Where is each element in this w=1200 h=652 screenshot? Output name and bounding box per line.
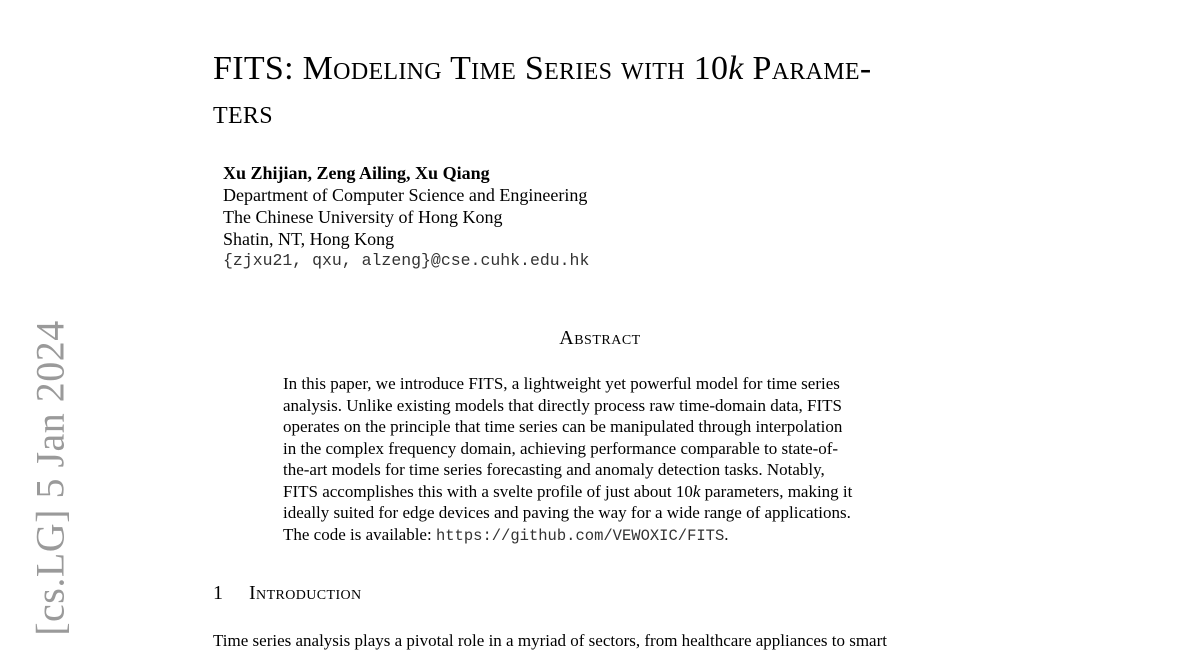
- code-url-link[interactable]: https://github.com/VEWOXIC/FITS: [435, 526, 725, 545]
- author-location: Shatin, NT, Hong Kong: [223, 229, 395, 249]
- abstract-line: ideally suited for edge devices and paving the way for a wide range of applications.: [283, 503, 851, 522]
- abstract-math-variable: k: [692, 481, 701, 501]
- abstract-heading: Abstract: [559, 327, 641, 349]
- author-names: Xu Zhijian, Zeng Ailing, Xu Qiang: [223, 163, 490, 183]
- title-text-before-math: FITS: Modeling Time Series with: [213, 50, 694, 87]
- title-math-variable: k: [728, 50, 744, 87]
- arxiv-side-stamp: [cs.LG] 5 Jan 2024: [27, 320, 73, 636]
- intro-paragraph: Time series analysis plays a pivotal role in a myriad of sectors, from healthcare appliances to smart: [213, 631, 887, 650]
- abstract-line-6-before: FITS accomplishes this with a svelte profile of just about: [283, 481, 676, 501]
- abstract-line: operates on the principle that time series can be manipulated through interpolation: [283, 417, 843, 436]
- title-line-1: [213, 47, 1013, 91]
- abstract-body: [283, 373, 923, 547]
- author-email: {zjxu21, qxu, alzeng}@cse.cuhk.edu.hk: [223, 251, 590, 270]
- author-department: Department of Computer Science and Engineering: [223, 185, 588, 205]
- author-university: The Chinese University of Hong Kong: [223, 207, 503, 227]
- title-line-2: ters: [213, 94, 273, 131]
- abstract-line-6: [283, 481, 923, 503]
- title-text-after-math: Parame-: [743, 50, 872, 87]
- abstract-code-label: The code is available:: [283, 524, 436, 544]
- abstract-line: analysis. Unlike existing models that directly process raw time-domain data, FITS: [283, 395, 842, 415]
- section-heading-introduction: [213, 582, 362, 605]
- abstract-line-8-period: .: [724, 524, 729, 544]
- abstract-line: In this paper, we introduce FITS, a lightweight yet powerful model for time series: [283, 374, 840, 393]
- abstract-line: in the complex frequency domain, achieving performance comparable to state-of-: [283, 438, 839, 458]
- abstract-line: the-art models for time series forecasting and anomaly detection tasks. Notably,: [283, 460, 825, 479]
- section-title: Introduction: [249, 582, 362, 604]
- title-math: [694, 50, 744, 87]
- title-math-number: 10: [693, 50, 729, 87]
- paper-title: [213, 47, 1013, 135]
- abstract-line-6-after: parameters, making it: [700, 481, 853, 501]
- abstract-line-8: [283, 524, 923, 548]
- abstract-math-number: 10: [675, 481, 693, 501]
- abstract-math: [676, 482, 701, 501]
- author-block: [223, 162, 589, 272]
- section-number: 1: [213, 582, 223, 604]
